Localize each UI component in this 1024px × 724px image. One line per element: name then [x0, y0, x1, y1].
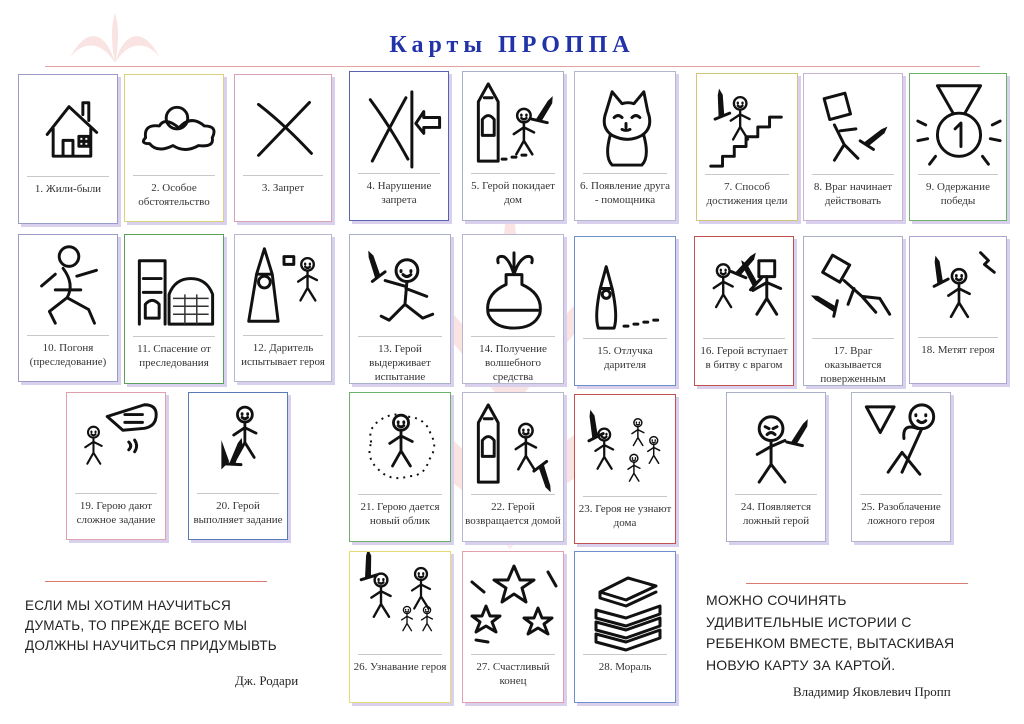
stars-icon	[463, 552, 565, 652]
quote-divider	[45, 581, 267, 582]
story-card[interactable]	[188, 392, 288, 540]
quote-line: УДИВИТЕЛЬНЫЕ ИСТОРИИ С	[706, 613, 912, 630]
hero-sword-icon	[189, 393, 289, 491]
pointing-hand-icon	[67, 393, 167, 491]
card-label: 5. Герой покидает дом	[471, 180, 555, 206]
quote-line: ДОЛЖНЫ НАУЧИТЬСЯ ПРИДУМЫВТЬ	[25, 638, 277, 653]
story-card[interactable]	[462, 551, 564, 703]
card-divider	[583, 173, 667, 174]
hero-returning-icon	[463, 393, 565, 492]
quote-divider	[746, 583, 968, 584]
card-divider	[583, 338, 667, 339]
story-card[interactable]	[349, 234, 451, 384]
hero-leaving-house-icon	[463, 72, 565, 171]
card-label: 16. Герой вступает в битву с врагом	[700, 345, 788, 371]
card-divider	[243, 335, 323, 336]
wizard-hero-icon	[235, 235, 333, 333]
card-divider	[471, 173, 555, 174]
card-label: 23. Героя не узнают дома	[578, 503, 672, 529]
page-title: Карты ПРОППА	[389, 32, 635, 58]
card-label: 21. Герою дается новый облик	[360, 501, 440, 527]
card-divider	[703, 338, 785, 339]
story-card[interactable]	[18, 74, 118, 224]
wizard-leaving-icon	[575, 237, 677, 336]
battle-icon	[695, 237, 795, 336]
card-label: 26. Узнавание героя	[353, 661, 447, 673]
card-divider	[358, 336, 442, 337]
card-label: 18. Метят героя	[921, 344, 995, 356]
card-label: 25. Разоблачение ложного героя	[861, 501, 941, 527]
card-label: 28. Мораль	[598, 661, 652, 673]
potion-icon	[463, 235, 565, 334]
story-card[interactable]	[66, 392, 166, 540]
quote-line: ДУМАТЬ, ТО ПРЕЖДЕ ВСЕГО МЫ	[25, 618, 248, 633]
card-divider	[735, 494, 817, 495]
card-label: 11. Спасение от преследования	[137, 343, 211, 369]
card-label: 7. Способ достижения цели	[706, 181, 788, 207]
story-card[interactable]	[349, 71, 449, 221]
card-label: 24. Появляется ложный герой	[740, 501, 812, 527]
card-divider	[197, 493, 279, 494]
unmasking-icon	[852, 393, 952, 492]
quote-left	[25, 596, 277, 656]
card-divider	[583, 496, 667, 497]
story-card[interactable]	[234, 234, 332, 382]
card-label: 14. Получение волшебного средства	[479, 343, 547, 383]
unrecognized-hero-icon	[575, 395, 677, 494]
quote-line: РЕБЕНКОМ ВМЕСТЕ, ВЫТАСКИВАЯ	[706, 635, 955, 651]
card-divider	[27, 176, 109, 177]
story-card[interactable]	[726, 392, 826, 542]
story-card[interactable]	[851, 392, 951, 542]
card-divider	[243, 175, 323, 176]
card-label: 6. Появление друга - помощника	[580, 180, 670, 206]
card-divider	[75, 493, 157, 494]
card-label: 2. Особое обстоятельство	[138, 182, 210, 208]
story-card[interactable]	[574, 394, 676, 544]
story-card[interactable]	[574, 551, 676, 703]
story-card[interactable]	[696, 73, 798, 221]
story-card[interactable]	[694, 236, 794, 386]
card-divider	[358, 654, 442, 655]
card-label: 9. Одержание победы	[926, 181, 990, 207]
card-label: 22. Герой возвращается домой	[465, 501, 561, 527]
running-man-icon	[19, 235, 119, 333]
quote-left-author: Дж. Родари	[235, 673, 299, 688]
quote-right	[706, 590, 954, 676]
card-divider	[705, 174, 789, 175]
card-label: 10. Погоня (преследование)	[29, 342, 107, 368]
quote-line: ЕСЛИ МЫ ХОТИМ НАУЧИТЬСЯ	[25, 598, 231, 613]
card-label: 19. Герою дают сложное задание	[76, 500, 156, 526]
false-hero-icon	[727, 393, 827, 492]
cloud-sun-icon	[125, 75, 225, 173]
title-divider	[45, 66, 980, 67]
medal-icon	[910, 74, 1008, 172]
card-label: 13. Герой выдерживает испытание	[369, 343, 431, 383]
story-card[interactable]	[803, 236, 903, 386]
card-label: 4. Нарушение запрета	[366, 180, 432, 206]
card-label: 17. Враг оказывается поверженным	[820, 345, 886, 385]
card-label: 1. Жили-были	[34, 183, 102, 195]
quote-line: МОЖНО СОЧИНЯТЬ	[706, 592, 847, 608]
quote-line: НОВУЮ КАРТУ ЗА КАРТОЙ.	[706, 656, 896, 673]
enemy-attack-icon	[804, 74, 904, 172]
card-divider	[812, 338, 894, 339]
card-divider	[133, 175, 215, 176]
story-card[interactable]	[18, 234, 118, 382]
card-divider	[133, 336, 215, 337]
story-card[interactable]	[574, 71, 676, 221]
card-label: 15. Отлучка дарителя	[597, 345, 653, 371]
card-divider	[358, 494, 442, 495]
marked-hero-icon	[910, 237, 1008, 335]
story-card[interactable]	[909, 236, 1007, 384]
card-label: 12. Даритель испытывает героя	[241, 342, 325, 368]
card-label: 8. Враг начинает действовать	[813, 181, 893, 207]
story-card[interactable]	[349, 392, 451, 542]
cross-icon	[235, 75, 333, 173]
card-label: 3. Запрет	[261, 182, 305, 194]
cross-arrow-icon	[350, 72, 450, 171]
story-card[interactable]	[124, 234, 224, 384]
stove-icon	[125, 235, 225, 334]
story-card[interactable]	[234, 74, 332, 222]
card-divider	[471, 494, 555, 495]
story-card[interactable]	[462, 392, 564, 542]
card-divider	[471, 336, 555, 337]
card-divider	[918, 337, 998, 338]
card-label: 20. Герой выполняет задание	[193, 500, 283, 526]
quote-right-author: Владимир Яковлевич Пропп	[793, 684, 951, 699]
story-card[interactable]	[124, 74, 224, 222]
story-card[interactable]	[462, 234, 564, 384]
card-divider	[918, 174, 998, 175]
stairs-hero-icon	[697, 74, 799, 172]
card-divider	[583, 654, 667, 655]
books-icon	[575, 552, 677, 652]
card-divider	[812, 174, 894, 175]
card-divider	[358, 173, 440, 174]
story-card[interactable]	[803, 73, 903, 221]
family-icon	[350, 552, 452, 652]
story-card[interactable]	[909, 73, 1007, 221]
cat-icon	[575, 72, 677, 171]
dancing-hero-icon	[350, 235, 452, 334]
story-card[interactable]	[574, 236, 676, 386]
defeated-enemy-icon	[804, 237, 904, 336]
house-icon	[19, 75, 119, 174]
story-card[interactable]	[349, 551, 451, 703]
card-label: 27. Счастливый конец	[476, 661, 550, 687]
story-card[interactable]	[462, 71, 564, 221]
card-divider	[27, 335, 109, 336]
card-divider	[471, 654, 555, 655]
card-divider	[860, 494, 942, 495]
new-look-icon	[350, 393, 452, 492]
